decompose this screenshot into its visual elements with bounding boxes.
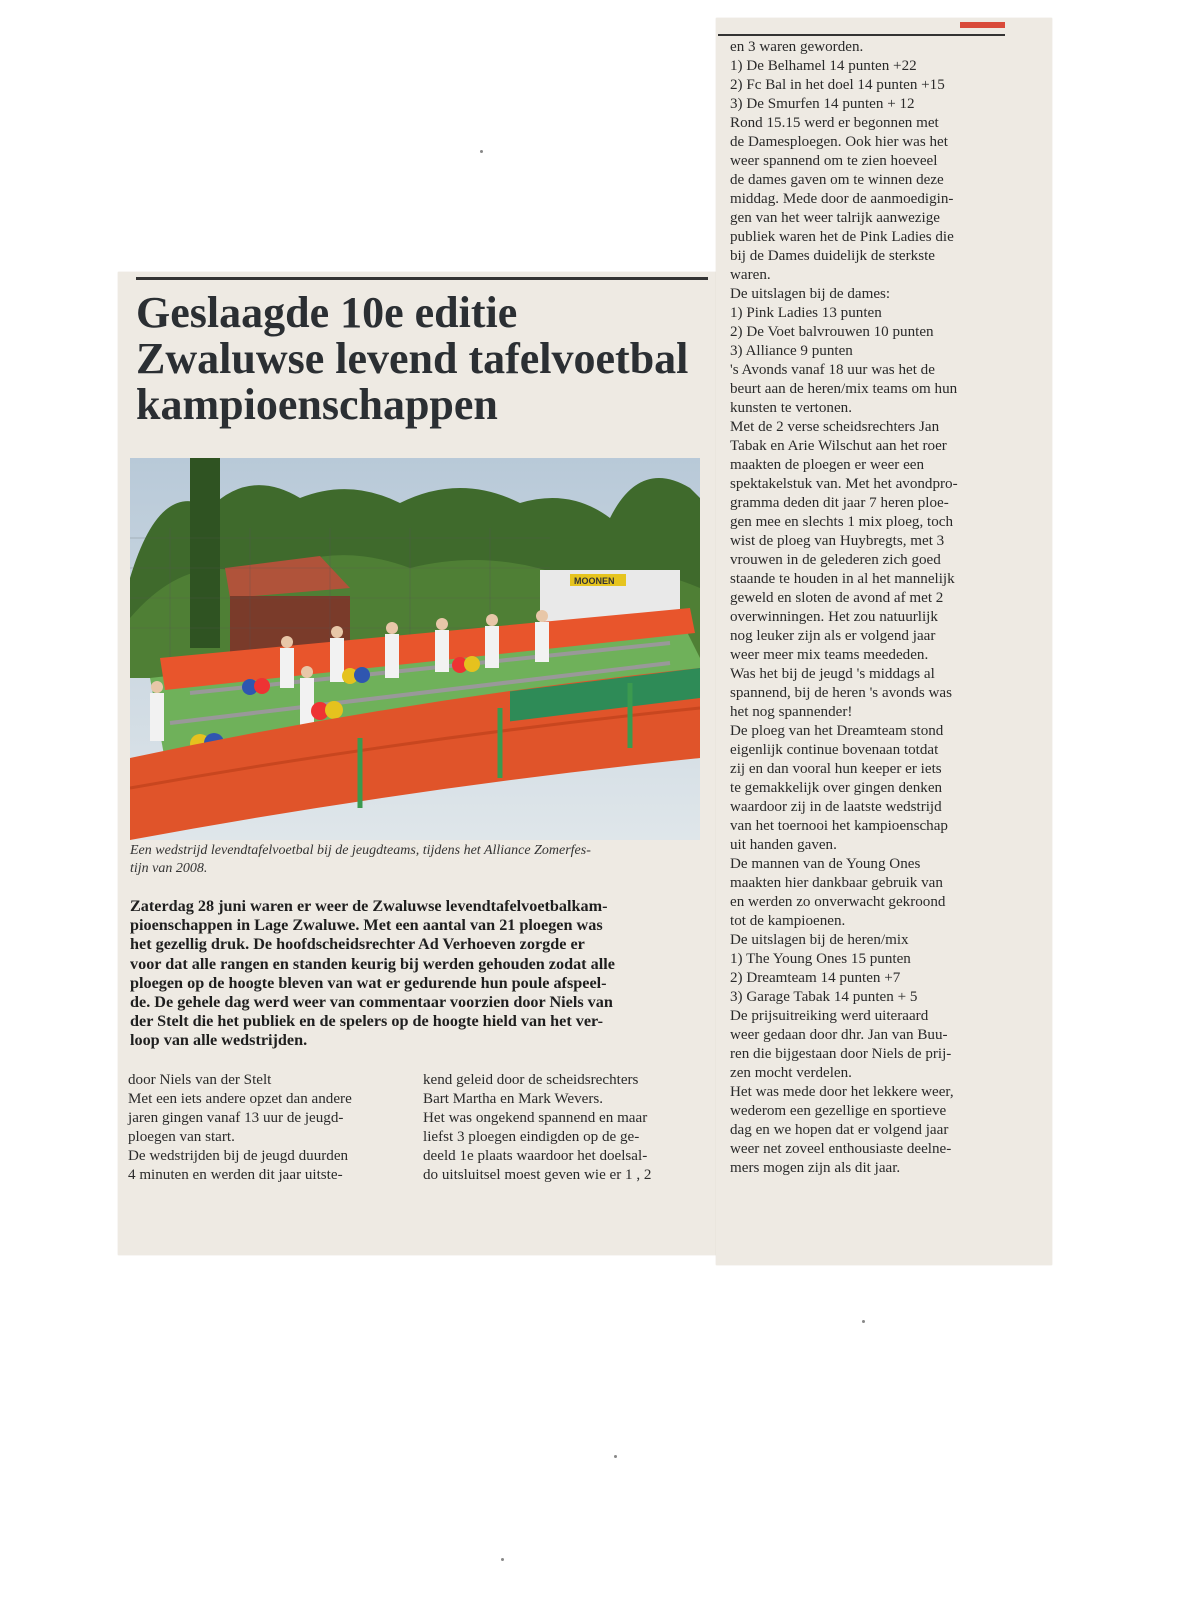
lead-paragraph	[130, 897, 700, 1051]
body-line: De prijsuitreiking werd uiteraard	[730, 1008, 929, 1024]
photo-banner-text: MOONEN	[574, 576, 615, 586]
body-line: van het toernooi het kampioenschap	[730, 818, 948, 834]
body-line: tot de kampioenen.	[730, 913, 846, 929]
body-line: beurt aan de heren/mix teams om hun	[730, 381, 958, 397]
body-line: zen mocht verdelen.	[730, 1065, 852, 1081]
lead-line: der Stelt die het publiek en de spelers op de hoogte hield van het ver-	[130, 1012, 604, 1031]
body-line: weer spannend om te zien hoeveel	[730, 153, 938, 169]
body-line: maakten hier dankbaar gebruik van	[730, 875, 943, 891]
body-line: 1) Pink Ladies 13 punten	[730, 305, 882, 321]
body-line: middag. Mede door de aanmoedigin-	[730, 191, 954, 207]
right-column-rule	[718, 34, 1005, 36]
body-line: mers mogen zijn als dit jaar.	[730, 1160, 901, 1176]
headline-line: Zwaluwse levend tafelvoetbal	[136, 334, 689, 383]
caption-line: Een wedstrijd levendtafelvoetbal bij de jeugdteams, tijdens het Alliance Zomerfes-	[130, 843, 591, 858]
scan-speck	[862, 1320, 865, 1323]
caption-line: tijn van 2008.	[130, 861, 208, 876]
body-line: Met de 2 verse scheidsrechters Jan	[730, 419, 940, 435]
body-line: jaren gingen vanaf 13 uur de jeugd-	[128, 1110, 344, 1126]
body-line: spektakelstuk van. Met het avondpro-	[730, 476, 958, 492]
body-line: uit handen gaven.	[730, 837, 837, 853]
lead-line: pioenschappen in Lage Zwaluwe. Met een aantal van 21 ploegen was	[130, 916, 603, 935]
body-line: kunsten te vertonen.	[730, 400, 852, 416]
headline-line: kampioenschappen	[136, 380, 498, 429]
body-line: de Damesploegen. Ook hier was het	[730, 134, 948, 150]
lead-line: de. De gehele dag werd weer van commentaar voorzien door Niels van	[130, 993, 613, 1012]
headline	[136, 290, 716, 428]
lead-line: ploegen op de hoogte bleven van wat er gedurende hun poule afspeel-	[130, 973, 607, 992]
body-line: gen mee en slechts 1 mix ploeg, toch	[730, 514, 953, 530]
body-line: 2) Dreamteam 14 punten +7	[730, 970, 901, 986]
body-line: waren.	[730, 267, 771, 283]
body-line: Was het bij de jeugd 's middags al	[730, 666, 935, 682]
body-line: 3) De Smurfen 14 punten + 12	[730, 96, 915, 112]
body-line: Bart Martha en Mark Wevers.	[423, 1091, 603, 1107]
body-line: kend geleid door de scheidsrechters	[423, 1072, 639, 1088]
top-rule	[136, 277, 708, 280]
body-line: staande te houden in al het mannelijk	[730, 571, 955, 587]
body-line: 2) Fc Bal in het doel 14 punten +15	[730, 77, 945, 93]
body-column-3	[730, 38, 1010, 1178]
body-line: Het was ongekend spannend en maar	[423, 1110, 648, 1126]
body-line: Tabak en Arie Wilschut aan het roer	[730, 438, 947, 454]
body-line: ploegen van start.	[128, 1129, 235, 1145]
body-line: 2) De Voet balvrouwen 10 punten	[730, 324, 934, 340]
body-line: De uitslagen bij de dames:	[730, 286, 891, 302]
body-line: weer gedaan door dhr. Jan van Buu-	[730, 1027, 948, 1043]
body-line: maakten de ploegen er weer een	[730, 457, 925, 473]
lead-line: het gezellig druk. De hoofdscheidsrechter Ad Verhoeven zorgde er	[130, 935, 585, 954]
body-line: 4 minuten en werden dit jaar uitste-	[128, 1167, 343, 1183]
body-line: ren die bijgestaan door Niels de prij-	[730, 1046, 952, 1062]
body-line: overwinningen. Het zou natuurlijk	[730, 609, 938, 625]
body-line: 3) Alliance 9 punten	[730, 343, 853, 359]
photo-caption	[130, 842, 700, 878]
body-line: het nog spannender!	[730, 704, 853, 720]
article-photo	[130, 458, 700, 840]
body-line: geweld en sloten de avond af met 2	[730, 590, 944, 606]
scan-speck	[480, 150, 483, 153]
body-line: wist de ploeg van Huybregts, met 3	[730, 533, 945, 549]
body-line: gen van het weer talrijk aanwezige	[730, 210, 940, 226]
body-line: gramma deden dit jaar 7 heren ploe-	[730, 495, 949, 511]
body-line: De mannen van de Young Ones	[730, 856, 921, 872]
body-column-2	[423, 1071, 703, 1185]
body-column-1	[128, 1071, 408, 1185]
body-line: 1) The Young Ones 15 punten	[730, 951, 911, 967]
body-line: do uitsluitsel moest geven wie er 1 , 2	[423, 1167, 652, 1183]
lead-line: loop van alle wedstrijden.	[130, 1031, 308, 1050]
body-line: 3) Garage Tabak 14 punten + 5	[730, 989, 918, 1005]
body-line: 's Avonds vanaf 18 uur was het de	[730, 362, 935, 378]
body-line: De ploeg van het Dreamteam stond	[730, 723, 944, 739]
red-edge-mark	[960, 22, 1005, 28]
body-line: eigenlijk continue bovenaan totdat	[730, 742, 939, 758]
body-line: weer meer mix teams meededen.	[730, 647, 929, 663]
body-line: Het was mede door het lekkere weer,	[730, 1084, 954, 1100]
body-line: De wedstrijden bij de jeugd duurden	[128, 1148, 349, 1164]
scan-speck	[501, 1558, 504, 1561]
body-line: en werden zo onverwacht gekroond	[730, 894, 946, 910]
body-line: dag en we hopen dat er volgend jaar	[730, 1122, 949, 1138]
body-line: nog leuker zijn als er volgend jaar	[730, 628, 936, 644]
body-line: weer net zoveel enthousiaste deelne-	[730, 1141, 952, 1157]
headline-line: Geslaagde 10e editie	[136, 288, 518, 337]
body-line: spannend, bij de heren 's avonds was	[730, 685, 952, 701]
body-line: door Niels van der Stelt	[128, 1072, 272, 1088]
lead-line: voor dat alle rangen en standen keurig bij werden gehouden zodat alle	[130, 954, 615, 973]
body-line: publiek waren het de Pink Ladies die	[730, 229, 954, 245]
body-line: en 3 waren geworden.	[730, 39, 864, 55]
body-line: Rond 15.15 werd er begonnen met	[730, 115, 939, 131]
scan-speck	[614, 1455, 617, 1458]
body-line: Met een iets andere opzet dan andere	[128, 1091, 352, 1107]
body-line: de dames gaven om te winnen deze	[730, 172, 944, 188]
foosball-photo-illustration	[130, 458, 700, 840]
body-line: zij en dan vooral hun keeper er iets	[730, 761, 942, 777]
lead-line: Zaterdag 28 juni waren er weer de Zwaluwse levendtafelvoetbalkam-	[130, 897, 608, 915]
body-line: 1) De Belhamel 14 punten +22	[730, 58, 917, 74]
body-line: vrouwen in de gelederen zich goed	[730, 552, 941, 568]
body-line: wederom een gezellige en sportieve	[730, 1103, 947, 1119]
body-line: De uitslagen bij de heren/mix	[730, 932, 909, 948]
body-line: waardoor zij in de laatste wedstrijd	[730, 799, 942, 815]
body-line: deeld 1e plaats waardoor het doelsal-	[423, 1148, 648, 1164]
body-line: liefst 3 ploegen eindigden op de ge-	[423, 1129, 640, 1145]
body-line: te gemakkelijk over gingen denken	[730, 780, 943, 796]
body-line: bij de Dames duidelijk de sterkste	[730, 248, 935, 264]
